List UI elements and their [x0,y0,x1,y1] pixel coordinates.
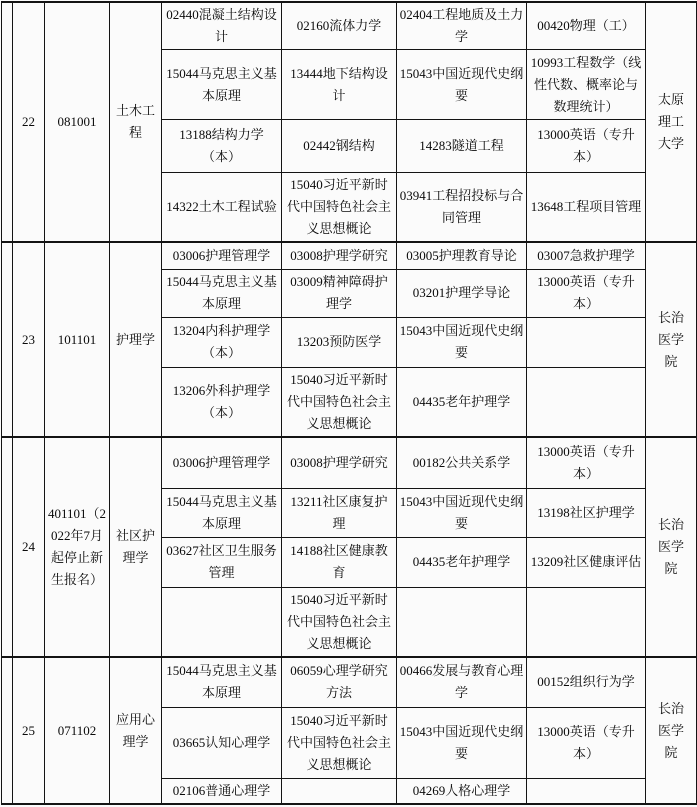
course-cell: 03941工程招投标与合同管理 [397,173,527,243]
course-cell: 13198社区护理学 [527,488,646,537]
university-name: 长治医学院 [658,517,685,576]
course-cell: 15043中国近现代史纲要 [397,707,527,778]
course-cell: 10993工程数学（线性代数、概率论与数理统计） [527,50,646,120]
university-cell [646,242,697,437]
major-code-cell: 071102 [45,657,110,804]
course-cell: 00182公共关系学 [397,437,527,488]
course-cell: 15044马克思主义基本原理 [162,657,282,707]
major-name-cell: 土木工程 [110,2,162,242]
course-cell [527,778,646,804]
course-cell: 15040习近平新时代中国特色社会主义思想概论 [282,173,397,243]
row-number-cell: 24 [13,437,45,657]
university-cell [646,657,697,804]
university-cell [646,2,697,242]
course-cell: 15044马克思主义基本原理 [162,269,282,317]
major-code-cell: 101101 [45,242,110,437]
exam-schedule-table [1,1,697,805]
course-cell [527,587,646,657]
university-name: 太原理工大学 [658,92,685,151]
major-code-cell: 401101（2022年7月起停止新生报名） [45,437,110,657]
course-cell: 13000英语（专升本） [527,437,646,488]
course-cell: 03009精神障碍护理学 [282,269,397,317]
course-cell: 02106普通心理学 [162,778,282,804]
course-cell: 03005护理教育导论 [397,242,527,269]
course-cell: 03201护理学导论 [397,269,527,317]
course-cell: 14283隧道工程 [397,120,527,173]
course-cell: 03006护理管理学 [162,242,282,269]
course-cell: 15044马克思主义基本原理 [162,488,282,537]
major-name-cell: 应用心理学 [110,657,162,804]
course-cell: 13204内科护理学（本） [162,317,282,367]
section-25 [2,657,697,804]
major-name-cell: 护理学 [110,242,162,437]
course-cell: 13188结构力学（本） [162,120,282,173]
course-cell: 03007急救护理学 [527,242,646,269]
course-cell [527,367,646,437]
course-cell: 14322土木工程试验 [162,173,282,243]
course-cell: 13648工程项目管理 [527,173,646,243]
course-cell: 15044马克思主义基本原理 [162,50,282,120]
course-cell: 02160流体力学 [282,2,397,50]
course-cell: 13203预防医学 [282,317,397,367]
course-cell: 03006护理管理学 [162,437,282,488]
major-name-cell: 社区护理学 [110,437,162,657]
course-cell: 13000英语（专升本） [527,120,646,173]
course-cell: 04269人格心理学 [397,778,527,804]
section-23 [2,242,697,437]
spacer-cell [2,437,13,657]
row-number-cell: 25 [13,657,45,804]
course-cell: 02404工程地质及土力学 [397,2,527,50]
course-cell: 15043中国近现代史纲要 [397,50,527,120]
spacer-cell [2,657,13,804]
course-cell [162,587,282,657]
course-cell: 06059心理学研究方法 [282,657,397,707]
course-cell: 03627社区卫生服务管理 [162,537,282,587]
section-24 [2,437,697,657]
row-number-cell: 22 [13,2,45,242]
course-cell: 02442钢结构 [282,120,397,173]
course-cell: 15040习近平新时代中国特色社会主义思想概论 [282,587,397,657]
course-cell [282,778,397,804]
course-cell: 02440混凝土结构设计 [162,2,282,50]
course-cell: 15043中国近现代史纲要 [397,488,527,537]
row-number-cell: 23 [13,242,45,437]
major-code-cell: 081001 [45,2,110,242]
course-cell [397,587,527,657]
course-cell: 13206外科护理学（本） [162,367,282,437]
course-cell: 15040习近平新时代中国特色社会主义思想概论 [282,707,397,778]
course-cell: 04435老年护理学 [397,367,527,437]
course-cell: 13000英语（专升本） [527,707,646,778]
university-name: 长治医学院 [658,309,685,369]
spacer-cell [2,2,13,242]
course-cell: 13000英语（专升本） [527,269,646,317]
course-cell: 13211社区康复护理 [282,488,397,537]
course-cell [527,317,646,367]
section-22 [2,2,697,242]
university-name: 长治医学院 [658,700,685,760]
course-cell: 15043中国近现代史纲要 [397,317,527,367]
course-cell: 13444地下结构设计 [282,50,397,120]
course-cell: 03008护理学研究 [282,242,397,269]
course-cell: 00420物理（工） [527,2,646,50]
course-cell: 00466发展与教育心理学 [397,657,527,707]
course-cell: 03008护理学研究 [282,437,397,488]
course-cell: 00152组织行为学 [527,657,646,707]
university-cell [646,437,697,657]
course-cell: 03665认知心理学 [162,707,282,778]
course-cell: 13209社区健康评估 [527,537,646,587]
spacer-cell [2,242,13,437]
course-cell: 14188社区健康教育 [282,537,397,587]
course-cell: 15040习近平新时代中国特色社会主义思想概论 [282,367,397,437]
course-cell: 04435老年护理学 [397,537,527,587]
